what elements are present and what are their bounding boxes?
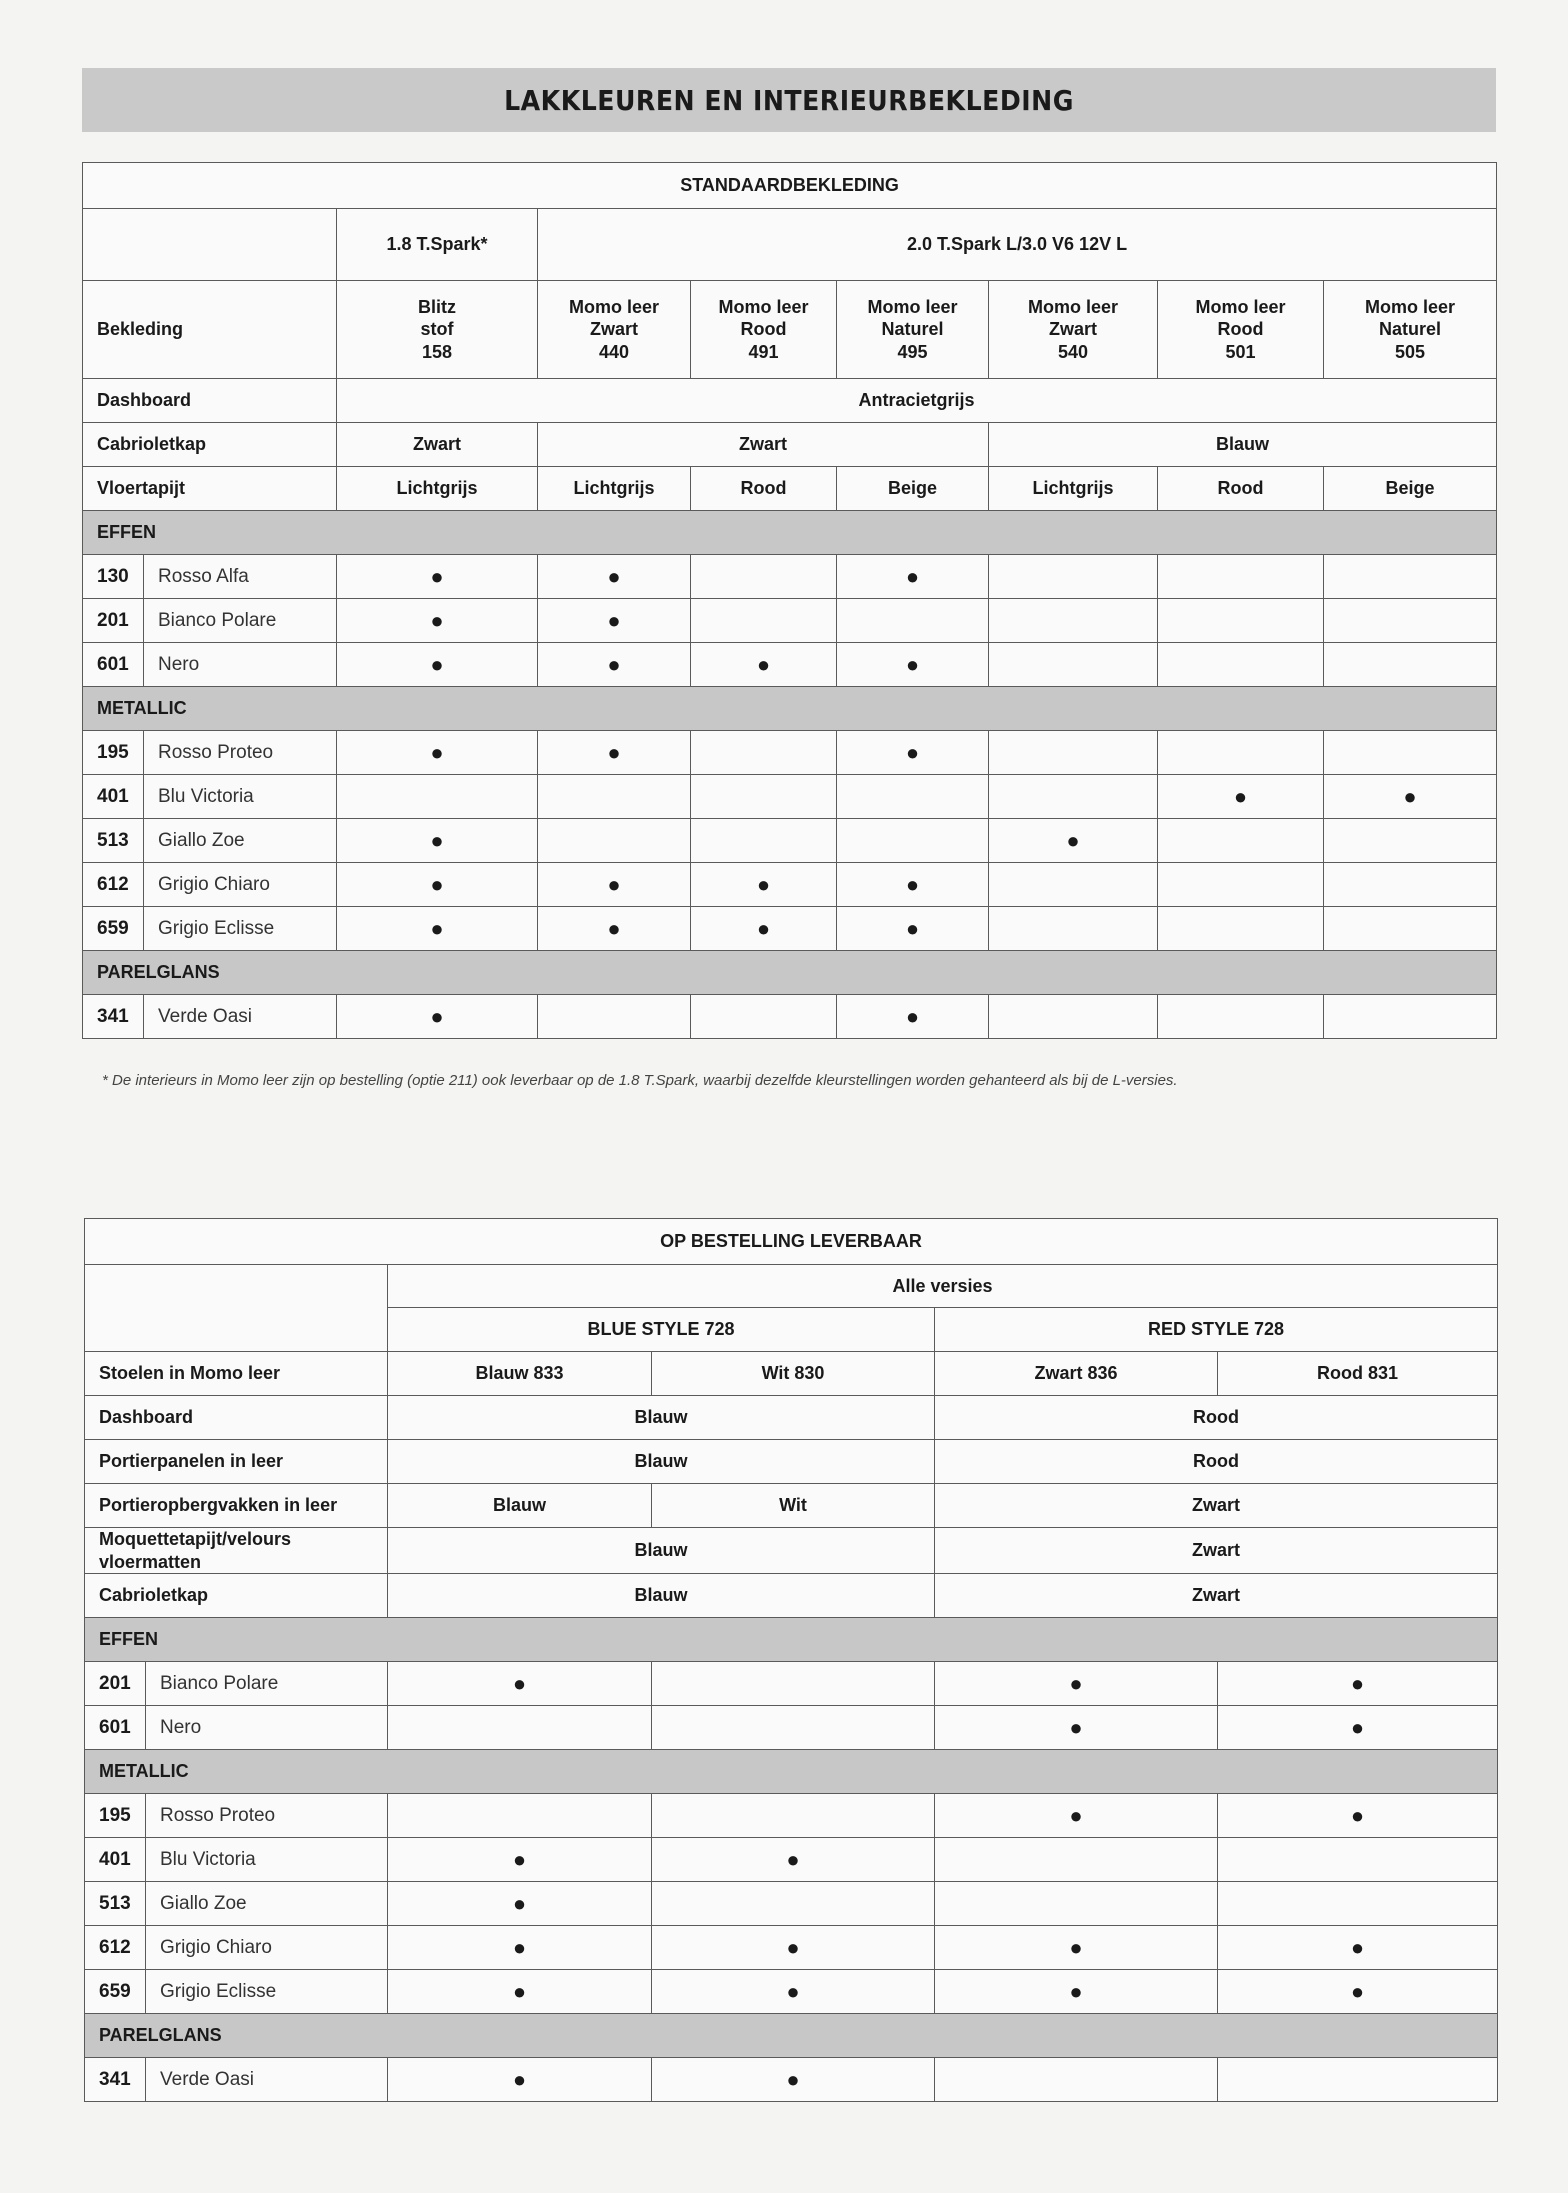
upholstery-col: Momo leer Naturel 495 (837, 281, 989, 379)
availability-dot (1158, 599, 1324, 643)
availability-dot: ● (388, 1970, 652, 2014)
color-code: 195 (83, 731, 144, 775)
availability-dot: ● (538, 907, 691, 951)
row-label-cabrioletkap: Cabrioletkap (85, 1574, 388, 1618)
table-row (83, 599, 1497, 643)
availability-dot: ● (935, 1926, 1218, 1970)
availability-dot: ● (388, 1882, 652, 1926)
upholstery-col: Momo leer Zwart 540 (989, 281, 1158, 379)
floor-value: Lichtgrijs (337, 467, 538, 511)
row-label-portierpanelen: Portierpanelen in leer (85, 1440, 388, 1484)
door-pocket-value: Zwart (935, 1484, 1498, 1528)
availability-dot: ● (1218, 1706, 1498, 1750)
door-panel-value: Blauw (388, 1440, 935, 1484)
availability-dot: ● (935, 1706, 1218, 1750)
floor-value: Rood (691, 467, 837, 511)
availability-dot (388, 1794, 652, 1838)
optional-upholstery-table (84, 1218, 1498, 2102)
availability-dot (1324, 731, 1497, 775)
floor-value: Beige (1324, 467, 1497, 511)
availability-dot (935, 2058, 1218, 2102)
color-code: 601 (85, 1706, 146, 1750)
table-row (83, 731, 1497, 775)
availability-dot (1158, 731, 1324, 775)
availability-dot (989, 599, 1158, 643)
color-code: 341 (83, 995, 144, 1039)
availability-dot (989, 995, 1158, 1039)
color-code: 612 (85, 1926, 146, 1970)
availability-dot (538, 995, 691, 1039)
availability-dot: ● (337, 819, 538, 863)
color-name: Grigio Chiaro (146, 1926, 388, 1970)
availability-dot: ● (1218, 1794, 1498, 1838)
availability-dot (1324, 643, 1497, 687)
color-code: 195 (85, 1794, 146, 1838)
door-panel-value: Rood (935, 1440, 1498, 1484)
upholstery-col: Momo leer Naturel 505 (1324, 281, 1497, 379)
availability-dot: ● (388, 1838, 652, 1882)
footnote: * De interieurs in Momo leer zijn op bestelling (optie 211) ook leverbaar op de 1.8 T.Spark, waarbij dezelfde kleurstellingen worden gehanteerd als bij de L-versies. (102, 1072, 1178, 1089)
availability-dot: ● (652, 2058, 935, 2102)
availability-dot (652, 1706, 935, 1750)
availability-dot (691, 819, 837, 863)
table-row (83, 863, 1497, 907)
color-name: Blu Victoria (144, 775, 337, 819)
availability-dot (691, 555, 837, 599)
color-name: Bianco Polare (146, 1662, 388, 1706)
availability-dot (691, 599, 837, 643)
door-pocket-value: Blauw (388, 1484, 652, 1528)
availability-dot: ● (337, 555, 538, 599)
availability-dot: ● (538, 643, 691, 687)
availability-dot: ● (538, 731, 691, 775)
availability-dot (837, 599, 989, 643)
availability-dot (1324, 863, 1497, 907)
group-header: METALLIC (83, 687, 1497, 731)
color-name: Rosso Proteo (146, 1794, 388, 1838)
availability-dot: ● (1324, 775, 1497, 819)
color-code: 341 (85, 2058, 146, 2102)
availability-dot (989, 775, 1158, 819)
availability-dot: ● (837, 907, 989, 951)
row-label-stoelen: Stoelen in Momo leer (85, 1352, 388, 1396)
group-header: METALLIC (85, 1750, 1498, 1794)
color-code: 612 (83, 863, 144, 907)
color-name: Rosso Alfa (144, 555, 337, 599)
color-code: 201 (85, 1662, 146, 1706)
availability-dot: ● (837, 555, 989, 599)
availability-dot (691, 731, 837, 775)
availability-dot (1158, 643, 1324, 687)
availability-dot (538, 775, 691, 819)
availability-dot: ● (337, 995, 538, 1039)
group-header: PARELGLANS (83, 951, 1497, 995)
color-code: 659 (83, 907, 144, 951)
availability-dot: ● (337, 863, 538, 907)
availability-dot (935, 1838, 1218, 1882)
dashboard-value: Blauw (388, 1396, 935, 1440)
color-code: 513 (83, 819, 144, 863)
color-name: Verde Oasi (144, 995, 337, 1039)
availability-dot (1218, 2058, 1498, 2102)
availability-dot (989, 907, 1158, 951)
empty-cell (83, 209, 337, 281)
table-row (85, 1882, 1498, 1926)
availability-dot (388, 1706, 652, 1750)
cabriolet-value: Zwart (935, 1574, 1498, 1618)
availability-dot: ● (337, 643, 538, 687)
table-row (85, 1926, 1498, 1970)
availability-dot (652, 1882, 935, 1926)
row-label-cabrioletkap: Cabrioletkap (83, 423, 337, 467)
availability-dot (1218, 1882, 1498, 1926)
seat-value: Zwart 836 (935, 1352, 1218, 1396)
upholstery-col: Blitz stof 158 (337, 281, 538, 379)
table-row (83, 907, 1497, 951)
color-name: Blu Victoria (146, 1838, 388, 1882)
dashboard-value: Rood (935, 1396, 1498, 1440)
color-code: 601 (83, 643, 144, 687)
engine-header-18: 1.8 T.Spark* (337, 209, 538, 281)
empty-cell (85, 1265, 388, 1352)
table-row (85, 1838, 1498, 1882)
upholstery-col: Momo leer Zwart 440 (538, 281, 691, 379)
color-name: Grigio Eclisse (146, 1970, 388, 2014)
availability-dot: ● (935, 1970, 1218, 2014)
availability-dot: ● (837, 863, 989, 907)
engine-header-20-30: 2.0 T.Spark L/3.0 V6 12V L (538, 209, 1497, 281)
row-label-moquette: Moquettetapijt/velours vloermatten (85, 1528, 388, 1574)
table-row (85, 1794, 1498, 1838)
color-code: 513 (85, 1882, 146, 1926)
availability-dot: ● (388, 1926, 652, 1970)
availability-dot (1324, 995, 1497, 1039)
availability-dot: ● (652, 1838, 935, 1882)
availability-dot: ● (538, 555, 691, 599)
availability-dot: ● (1218, 1926, 1498, 1970)
availability-dot (1158, 863, 1324, 907)
availability-dot (935, 1882, 1218, 1926)
table2-heading: OP BESTELLING LEVERBAAR (85, 1219, 1498, 1265)
availability-dot (691, 995, 837, 1039)
color-name: Giallo Zoe (144, 819, 337, 863)
cabriolet-value: Blauw (388, 1574, 935, 1618)
row-label-dashboard: Dashboard (85, 1396, 388, 1440)
availability-dot (652, 1794, 935, 1838)
availability-dot (1158, 819, 1324, 863)
availability-dot: ● (691, 863, 837, 907)
availability-dot: ● (1218, 1662, 1498, 1706)
availability-dot: ● (837, 731, 989, 775)
availability-dot (989, 555, 1158, 599)
availability-dot (837, 775, 989, 819)
row-label-dashboard: Dashboard (83, 379, 337, 423)
table-row (83, 775, 1497, 819)
availability-dot: ● (652, 1970, 935, 2014)
availability-dot (837, 819, 989, 863)
availability-dot: ● (538, 863, 691, 907)
row-label-portieropbergvakken: Portieropbergvakken in leer (85, 1484, 388, 1528)
group-header: PARELGLANS (85, 2014, 1498, 2058)
floor-value: Beige (837, 467, 989, 511)
availability-dot (652, 1662, 935, 1706)
availability-dot: ● (935, 1794, 1218, 1838)
availability-dot: ● (337, 907, 538, 951)
availability-dot: ● (652, 1926, 935, 1970)
availability-dot: ● (691, 907, 837, 951)
carpet-value: Zwart (935, 1528, 1498, 1574)
page-title: LAKKLEUREN EN INTERIEURBEKLEDING (82, 68, 1496, 132)
color-name: Grigio Eclisse (144, 907, 337, 951)
availability-dot: ● (1158, 775, 1324, 819)
all-versions-header: Alle versies (388, 1265, 1498, 1308)
color-code: 659 (85, 1970, 146, 2014)
availability-dot (1324, 907, 1497, 951)
availability-dot: ● (388, 2058, 652, 2102)
floor-value: Rood (1158, 467, 1324, 511)
row-label-bekleding: Bekleding (83, 281, 337, 379)
availability-dot: ● (837, 643, 989, 687)
color-name: Verde Oasi (146, 2058, 388, 2102)
cabriolet-value: Zwart (337, 423, 538, 467)
availability-dot (1324, 599, 1497, 643)
floor-value: Lichtgrijs (538, 467, 691, 511)
table-row (85, 1662, 1498, 1706)
table-row (83, 643, 1497, 687)
color-name: Bianco Polare (144, 599, 337, 643)
availability-dot (1218, 1838, 1498, 1882)
table-row (83, 819, 1497, 863)
availability-dot (691, 775, 837, 819)
table-row (83, 555, 1497, 599)
color-name: Nero (144, 643, 337, 687)
standard-upholstery-table (82, 162, 1497, 1039)
seat-value: Rood 831 (1218, 1352, 1498, 1396)
floor-value: Lichtgrijs (989, 467, 1158, 511)
door-pocket-value: Wit (652, 1484, 935, 1528)
color-code: 130 (83, 555, 144, 599)
availability-dot: ● (691, 643, 837, 687)
table-row (83, 995, 1497, 1039)
cabriolet-value: Blauw (989, 423, 1497, 467)
availability-dot: ● (1218, 1970, 1498, 2014)
availability-dot (989, 643, 1158, 687)
group-header: EFFEN (83, 511, 1497, 555)
availability-dot (1158, 995, 1324, 1039)
color-code: 401 (83, 775, 144, 819)
row-label-vloertapijt: Vloertapijt (83, 467, 337, 511)
color-code: 201 (83, 599, 144, 643)
availability-dot (989, 731, 1158, 775)
color-name: Nero (146, 1706, 388, 1750)
seat-value: Wit 830 (652, 1352, 935, 1396)
color-name: Giallo Zoe (146, 1882, 388, 1926)
availability-dot (337, 775, 538, 819)
cabriolet-value: Zwart (538, 423, 989, 467)
group-header: EFFEN (85, 1618, 1498, 1662)
color-code: 401 (85, 1838, 146, 1882)
availability-dot: ● (388, 1662, 652, 1706)
seat-value: Blauw 833 (388, 1352, 652, 1396)
availability-dot (989, 863, 1158, 907)
availability-dot (1158, 555, 1324, 599)
red-style-header: RED STYLE 728 (935, 1308, 1498, 1352)
availability-dot: ● (538, 599, 691, 643)
availability-dot (1158, 907, 1324, 951)
upholstery-col: Momo leer Rood 501 (1158, 281, 1324, 379)
availability-dot: ● (935, 1662, 1218, 1706)
carpet-value: Blauw (388, 1528, 935, 1574)
color-name: Grigio Chiaro (144, 863, 337, 907)
availability-dot: ● (837, 995, 989, 1039)
availability-dot (538, 819, 691, 863)
availability-dot: ● (337, 731, 538, 775)
dashboard-value: Antracietgrijs (337, 379, 1497, 423)
table-row (85, 1706, 1498, 1750)
table-row (85, 1970, 1498, 2014)
table1-heading: STANDAARDBEKLEDING (83, 163, 1497, 209)
upholstery-col: Momo leer Rood 491 (691, 281, 837, 379)
color-name: Rosso Proteo (144, 731, 337, 775)
availability-dot: ● (989, 819, 1158, 863)
availability-dot (1324, 555, 1497, 599)
table-row (85, 2058, 1498, 2102)
availability-dot (1324, 819, 1497, 863)
blue-style-header: BLUE STYLE 728 (388, 1308, 935, 1352)
availability-dot: ● (337, 599, 538, 643)
